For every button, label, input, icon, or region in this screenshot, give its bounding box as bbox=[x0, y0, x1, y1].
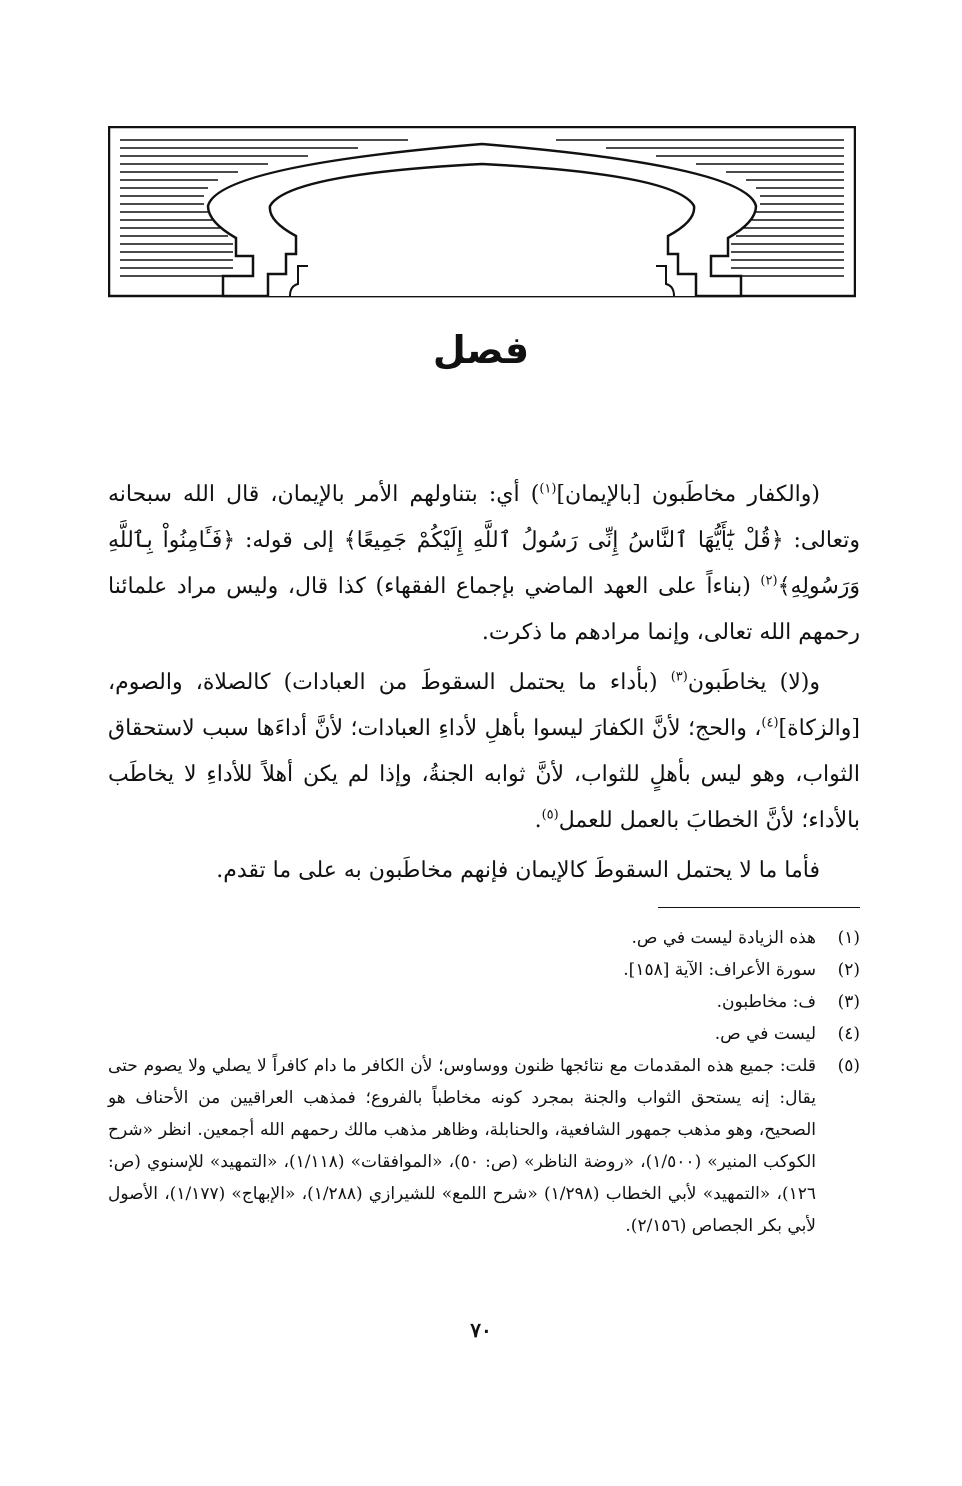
footnote-number: (٤) bbox=[837, 1024, 860, 1044]
text-run: ، والحج؛ لأنَّ الكفارَ ليسوا بأهلِ لأداءِ العبادات؛ لأنَّ أداءَها سبب لاستحقاق الثواب، وهو ليس بأهلٍ للثواب، لأنَّ ثوابه الجنةُ، وإذا لم يكن أهلاً للأداءِ لا يخاطَب بالأداء؛ لأنَّ الخطابَ بالعمل للعمل bbox=[108, 716, 860, 833]
footnote-ref: (٥) bbox=[541, 807, 559, 823]
footnote-divider bbox=[658, 907, 860, 908]
footnote-text: ليست في ص. bbox=[714, 1024, 816, 1044]
paragraph bbox=[108, 472, 860, 656]
paragraph bbox=[108, 660, 860, 844]
footnote-ref: (٣) bbox=[670, 669, 688, 685]
text-run: و(لا) يخاطَبون bbox=[687, 670, 820, 695]
footnote-number: (٢) bbox=[837, 960, 860, 980]
text-run: (والكفار مخاطَبون [بالإيمان] bbox=[556, 482, 820, 507]
footnote-number: (٣) bbox=[837, 992, 860, 1012]
footnote-text: ف: مخاطبون. bbox=[716, 992, 816, 1012]
footnote-item bbox=[108, 954, 860, 986]
arch-ornament bbox=[108, 126, 856, 298]
footnote-text: هذه الزيادة ليست في ص. bbox=[631, 928, 816, 948]
footnote-number: (٥) bbox=[837, 1056, 860, 1076]
section-title: فصل bbox=[432, 328, 530, 372]
footnote-ref: (٤) bbox=[761, 715, 779, 731]
footnote-text: سورة الأعراف: الآية [١٥٨]. bbox=[623, 960, 816, 980]
main-text bbox=[108, 472, 860, 898]
footnote-item bbox=[108, 986, 860, 1018]
footnote-ref: (١) bbox=[539, 481, 557, 497]
footnote-item bbox=[108, 922, 860, 954]
text-run: (بأداء ما يحتمل السقوطَ من العبادات) كالصلاة، والصوم، [والزكاة] bbox=[108, 670, 860, 741]
text-run: ) أي: بتناولهم الأمر بالإيمان، قال الله سبحانه وتعالى: ﴿قُلْ يَٰٓأَيُّهَا ٱلنَّاسُ إِنِّى رَسُولُ ٱللَّهِ إِلَيْكُمْ جَمِيعًا﴾ إلى قوله: ﴿فَـَٔامِنُواْ بِٱللَّهِ وَرَسُولِهِ﴾ bbox=[108, 482, 860, 599]
footnote-item bbox=[108, 1050, 860, 1242]
footnote-item bbox=[108, 1018, 860, 1050]
text-run: فأما ما لا يحتمل السقوطَ كالإيمان فإنهم مخاطَبون به على ما تقدم. bbox=[216, 858, 820, 883]
paragraph bbox=[108, 848, 860, 894]
footnote-ref: (٢) bbox=[760, 573, 778, 589]
page-number: ٧٠ bbox=[470, 1318, 492, 1342]
footnote-text: قلت: جميع هذه المقدمات مع نتائجها ظنون ووساوس؛ لأن الكافر ما دام كافراً لا يصلي ولا يصوم حتى يقال: إنه يستحق الثواب والجنة بمجرد كونه مخاطباً بالفروع؛ فمذهب العراقيين من الأحناف هو الصحيح، وهو مذهب جمهور الشافعية، والحنابلة، وظاهر مذهب مالك رحمهم الله أجمعين. انظر «شرح الكوكب المنير» (١/٥٠٠)، «روضة الناظر» (ص: ٥٠)، «الموافقات» (١/١١٨)، «التمهيد» للإسنوي (ص: ١٢٦)، «التمهيد» لأبي الخطاب (١/٢٩٨) «شرح اللمع» للشيرازي (١/٢٨٨)، «الإبهاج» (١/١٧٧)، الأصول لأبي بكر الجصاص (٢/١٥٦). bbox=[108, 1056, 817, 1236]
text-run: (بناءاً على العهد الماضي بإجماع الفقهاء) كذا قال، وليس مراد علمائنا رحمهم الله تعالى، وإنما مرادهم ما ذكرت. bbox=[108, 574, 860, 645]
footnotes bbox=[108, 922, 860, 1242]
footnote-number: (١) bbox=[837, 928, 860, 948]
text-run: . bbox=[534, 808, 542, 833]
